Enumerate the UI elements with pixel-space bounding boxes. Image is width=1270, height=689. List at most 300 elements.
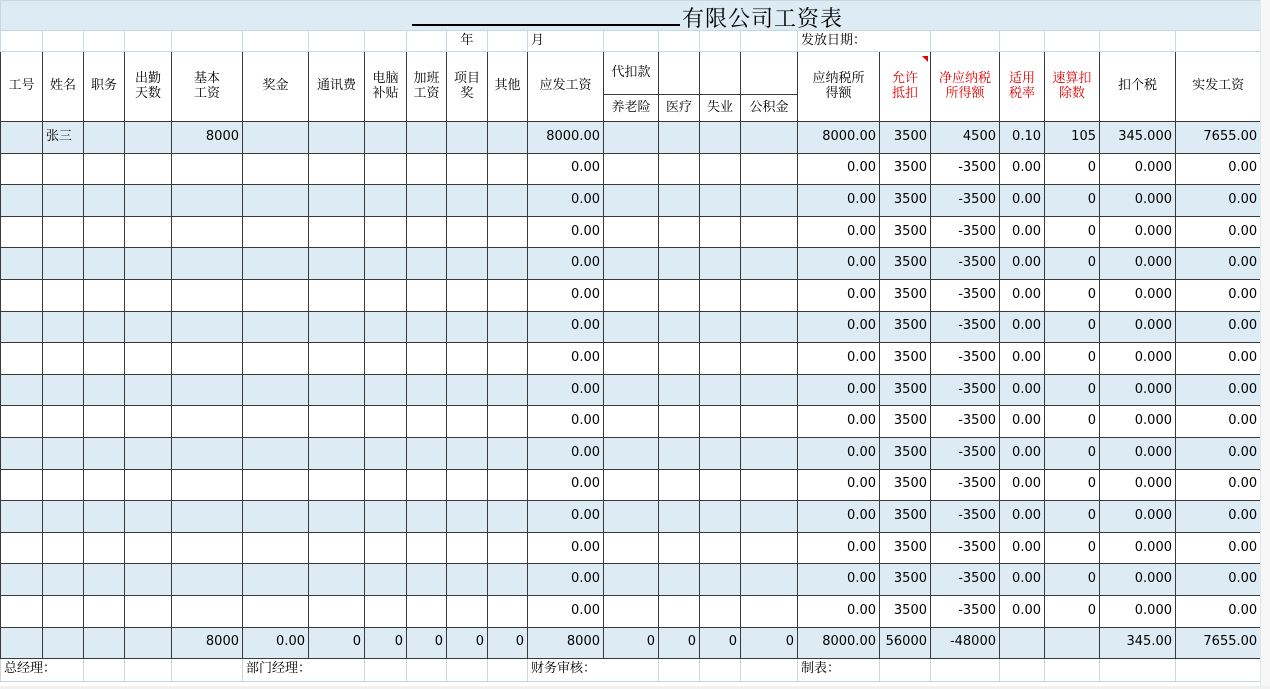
cell-withheld[interactable] xyxy=(604,469,659,501)
pay-date-label[interactable]: 发放日期： xyxy=(798,31,931,52)
cell-unemployment[interactable] xyxy=(700,279,741,311)
cell-income-tax[interactable]: 0.000 xyxy=(1100,248,1176,280)
cell-project-bonus[interactable] xyxy=(447,564,488,596)
cell-withheld[interactable] xyxy=(604,437,659,469)
cell-overtime[interactable] xyxy=(407,216,447,248)
cell-quick-deduction[interactable]: 0 xyxy=(1045,374,1100,406)
cell-net-taxable[interactable]: -3500 xyxy=(931,469,1000,501)
cell-gross-pay[interactable]: 0.00 xyxy=(528,311,604,343)
cell-quick-deduction[interactable]: 0 xyxy=(1045,185,1100,217)
cell-attendance[interactable] xyxy=(125,311,172,343)
cell-quick-deduction[interactable]: 0 xyxy=(1045,469,1100,501)
cell-bonus[interactable] xyxy=(243,406,309,438)
cell-taxable-income[interactable]: 0.00 xyxy=(798,532,880,564)
cell-attendance[interactable] xyxy=(125,185,172,217)
col-header-unemployment[interactable]: 失业 xyxy=(700,95,741,122)
cell-income-tax[interactable]: 0.000 xyxy=(1100,501,1176,533)
cell-quick-deduction[interactable]: 0 xyxy=(1045,311,1100,343)
cell-bonus[interactable] xyxy=(243,437,309,469)
cell-position[interactable] xyxy=(84,469,125,501)
cell-housing-fund[interactable] xyxy=(741,153,798,185)
cell-medical[interactable] xyxy=(659,216,700,248)
cell-base-salary[interactable] xyxy=(172,532,243,564)
cell-base-salary[interactable] xyxy=(172,564,243,596)
footer-gm-label[interactable]: 总经理： xyxy=(1,658,84,681)
cell-income-tax[interactable]: 345.000 xyxy=(1100,122,1176,154)
cell-overtime[interactable] xyxy=(407,501,447,533)
cell-position[interactable] xyxy=(84,122,125,154)
cell-withheld[interactable] xyxy=(604,311,659,343)
cell-net-taxable[interactable]: -3500 xyxy=(931,501,1000,533)
cell-quick-deduction[interactable]: 0 xyxy=(1045,595,1100,627)
cell-name[interactable] xyxy=(43,279,84,311)
cell-housing-fund[interactable] xyxy=(741,501,798,533)
cell-overtime[interactable] xyxy=(407,469,447,501)
cell-project-bonus[interactable] xyxy=(447,343,488,375)
cell-medical[interactable] xyxy=(659,248,700,280)
cell-position[interactable] xyxy=(84,374,125,406)
cell-allowed-deduction[interactable]: 3500 xyxy=(880,311,931,343)
cell-bonus[interactable] xyxy=(243,564,309,596)
cell-unemployment[interactable] xyxy=(700,501,741,533)
cell-income-tax[interactable]: 0.000 xyxy=(1100,532,1176,564)
total-overtime[interactable]: 0 xyxy=(407,627,447,658)
cell-other[interactable] xyxy=(488,564,528,596)
col-header-gross-pay[interactable]: 应发工资 xyxy=(528,52,604,122)
cell-computer-subsidy[interactable] xyxy=(365,153,407,185)
cell-emp-id[interactable] xyxy=(1,564,43,596)
cell-other[interactable] xyxy=(488,595,528,627)
cell-telecom[interactable] xyxy=(309,532,365,564)
cell-project-bonus[interactable] xyxy=(447,532,488,564)
total-allowed-deduction[interactable]: 56000 xyxy=(880,627,931,658)
cell-income-tax[interactable]: 0.000 xyxy=(1100,374,1176,406)
cell-attendance[interactable] xyxy=(125,248,172,280)
cell-position[interactable] xyxy=(84,216,125,248)
cell-telecom[interactable] xyxy=(309,564,365,596)
cell-computer-subsidy[interactable] xyxy=(365,469,407,501)
col-header-housing-fund[interactable]: 公积金 xyxy=(741,95,798,122)
cell-bonus[interactable] xyxy=(243,469,309,501)
cell-gross-pay[interactable]: 0.00 xyxy=(528,501,604,533)
col-header-bonus[interactable]: 奖金 xyxy=(243,52,309,122)
total-net-taxable[interactable]: -48000 xyxy=(931,627,1000,658)
cell-net-taxable[interactable]: -3500 xyxy=(931,153,1000,185)
cell-taxable-income[interactable]: 0.00 xyxy=(798,564,880,596)
comment-indicator[interactable] xyxy=(922,56,928,62)
col-header-net-taxable[interactable] xyxy=(931,52,1000,122)
cell-computer-subsidy[interactable] xyxy=(365,406,407,438)
cell-project-bonus[interactable] xyxy=(447,311,488,343)
cell-taxable-income[interactable]: 0.00 xyxy=(798,185,880,217)
cell-housing-fund[interactable] xyxy=(741,216,798,248)
cell-allowed-deduction[interactable]: 3500 xyxy=(880,122,931,154)
cell-name[interactable] xyxy=(43,216,84,248)
cell-withheld[interactable] xyxy=(604,216,659,248)
cell-net-pay[interactable]: 0.00 xyxy=(1176,216,1261,248)
total-bonus[interactable]: 0.00 xyxy=(243,627,309,658)
cell-taxable-income[interactable]: 0.00 xyxy=(798,311,880,343)
cell-attendance[interactable] xyxy=(125,437,172,469)
cell-overtime[interactable] xyxy=(407,437,447,469)
cell-attendance[interactable] xyxy=(125,406,172,438)
cell-income-tax[interactable]: 0.000 xyxy=(1100,311,1176,343)
cell-tax-rate[interactable]: 0.00 xyxy=(1000,532,1045,564)
cell-medical[interactable] xyxy=(659,311,700,343)
cell-telecom[interactable] xyxy=(309,437,365,469)
cell-net-pay[interactable]: 7655.00 xyxy=(1176,122,1261,154)
cell-project-bonus[interactable] xyxy=(447,501,488,533)
cell-other[interactable] xyxy=(488,532,528,564)
cell-other[interactable] xyxy=(488,122,528,154)
cell-income-tax[interactable]: 0.000 xyxy=(1100,595,1176,627)
cell-net-pay[interactable]: 0.00 xyxy=(1176,248,1261,280)
cell-bonus[interactable] xyxy=(243,532,309,564)
cell-allowed-deduction[interactable]: 3500 xyxy=(880,437,931,469)
cell-unemployment[interactable] xyxy=(700,406,741,438)
cell-bonus[interactable] xyxy=(243,185,309,217)
cell-net-taxable[interactable]: -3500 xyxy=(931,532,1000,564)
cell-gross-pay[interactable]: 0.00 xyxy=(528,564,604,596)
cell-position[interactable] xyxy=(84,532,125,564)
cell-position[interactable] xyxy=(84,185,125,217)
col-header-taxable-income[interactable] xyxy=(798,52,880,122)
cell-allowed-deduction[interactable]: 3500 xyxy=(880,469,931,501)
cell-quick-deduction[interactable]: 0 xyxy=(1045,532,1100,564)
cell-net-pay[interactable]: 0.00 xyxy=(1176,564,1261,596)
cell-net-taxable[interactable]: -3500 xyxy=(931,374,1000,406)
cell-overtime[interactable] xyxy=(407,595,447,627)
cell-computer-subsidy[interactable] xyxy=(365,343,407,375)
cell-housing-fund[interactable] xyxy=(741,185,798,217)
cell-other[interactable] xyxy=(488,406,528,438)
cell-telecom[interactable] xyxy=(309,216,365,248)
cell-unemployment[interactable] xyxy=(700,248,741,280)
cell-taxable-income[interactable]: 0.00 xyxy=(798,437,880,469)
col-header-emp-id[interactable]: 工号 xyxy=(1,52,43,122)
cell-net-pay[interactable]: 0.00 xyxy=(1176,469,1261,501)
cell-telecom[interactable] xyxy=(309,406,365,438)
cell-medical[interactable] xyxy=(659,374,700,406)
cell-taxable-income[interactable]: 0.00 xyxy=(798,595,880,627)
cell-emp-id[interactable] xyxy=(1,374,43,406)
cell-attendance[interactable] xyxy=(125,374,172,406)
cell-housing-fund[interactable] xyxy=(741,595,798,627)
cell-base-salary[interactable] xyxy=(172,595,243,627)
total-computer-subsidy[interactable]: 0 xyxy=(365,627,407,658)
cell-name[interactable] xyxy=(43,564,84,596)
cell-unemployment[interactable] xyxy=(700,532,741,564)
cell-position[interactable] xyxy=(84,406,125,438)
cell-tax-rate[interactable]: 0.00 xyxy=(1000,595,1045,627)
cell-withheld[interactable] xyxy=(604,122,659,154)
cell-net-pay[interactable]: 0.00 xyxy=(1176,406,1261,438)
cell-name[interactable] xyxy=(43,501,84,533)
cell-medical[interactable] xyxy=(659,501,700,533)
cell-position[interactable] xyxy=(84,501,125,533)
cell-attendance[interactable] xyxy=(125,532,172,564)
cell-housing-fund[interactable] xyxy=(741,469,798,501)
cell-base-salary[interactable] xyxy=(172,153,243,185)
cell-other[interactable] xyxy=(488,279,528,311)
cell-tax-rate[interactable]: 0.00 xyxy=(1000,469,1045,501)
col-header-quick-deduction[interactable] xyxy=(1045,52,1100,122)
cell-base-salary[interactable] xyxy=(172,501,243,533)
cell-attendance[interactable] xyxy=(125,564,172,596)
cell-bonus[interactable] xyxy=(243,374,309,406)
cell-base-salary[interactable] xyxy=(172,406,243,438)
total-gross-pay[interactable]: 8000 xyxy=(528,627,604,658)
col-header-allowed-deduction[interactable] xyxy=(880,52,931,122)
total-housing-fund[interactable]: 0 xyxy=(741,627,798,658)
cell-base-salary[interactable] xyxy=(172,216,243,248)
cell-other[interactable] xyxy=(488,248,528,280)
col-header-base-salary[interactable] xyxy=(172,52,243,122)
cell-tax-rate[interactable]: 0.00 xyxy=(1000,279,1045,311)
cell-gross-pay[interactable]: 0.00 xyxy=(528,153,604,185)
cell-telecom[interactable] xyxy=(309,595,365,627)
cell-overtime[interactable] xyxy=(407,311,447,343)
cell-withheld[interactable] xyxy=(604,532,659,564)
cell-housing-fund[interactable] xyxy=(741,374,798,406)
cell-project-bonus[interactable] xyxy=(447,248,488,280)
cell-withheld[interactable] xyxy=(604,343,659,375)
col-header-telecom[interactable]: 通讯费 xyxy=(309,52,365,122)
total-telecom[interactable]: 0 xyxy=(309,627,365,658)
cell-base-salary[interactable] xyxy=(172,374,243,406)
cell-bonus[interactable] xyxy=(243,216,309,248)
cell-net-pay[interactable]: 0.00 xyxy=(1176,311,1261,343)
cell-income-tax[interactable]: 0.000 xyxy=(1100,406,1176,438)
cell-computer-subsidy[interactable] xyxy=(365,185,407,217)
cell-housing-fund[interactable] xyxy=(741,311,798,343)
cell-name[interactable] xyxy=(43,406,84,438)
cell-emp-id[interactable] xyxy=(1,216,43,248)
cell-quick-deduction[interactable]: 0 xyxy=(1045,501,1100,533)
cell-bonus[interactable] xyxy=(243,153,309,185)
col-header-attendance[interactable] xyxy=(125,52,172,122)
cell-net-pay[interactable]: 0.00 xyxy=(1176,595,1261,627)
cell-tax-rate[interactable]: 0.00 xyxy=(1000,248,1045,280)
col-header-name[interactable]: 姓名 xyxy=(43,52,84,122)
cell-attendance[interactable] xyxy=(125,216,172,248)
footer-prepared-by-label[interactable]: 制表： xyxy=(798,658,880,681)
cell-other[interactable] xyxy=(488,501,528,533)
cell-unemployment[interactable] xyxy=(700,564,741,596)
total-project-bonus[interactable]: 0 xyxy=(447,627,488,658)
col-header-computer-subsidy[interactable] xyxy=(365,52,407,122)
cell-overtime[interactable] xyxy=(407,185,447,217)
cell-taxable-income[interactable]: 8000.00 xyxy=(798,122,880,154)
cell-tax-rate[interactable]: 0.00 xyxy=(1000,437,1045,469)
cell-position[interactable] xyxy=(84,279,125,311)
cell-emp-id[interactable] xyxy=(1,311,43,343)
cell-quick-deduction[interactable]: 0 xyxy=(1045,153,1100,185)
cell-position[interactable] xyxy=(84,153,125,185)
cell-tax-rate[interactable]: 0.00 xyxy=(1000,501,1045,533)
cell-housing-fund[interactable] xyxy=(741,532,798,564)
cell-tax-rate[interactable]: 0.00 xyxy=(1000,406,1045,438)
cell-net-pay[interactable]: 0.00 xyxy=(1176,153,1261,185)
cell-medical[interactable] xyxy=(659,406,700,438)
total-medical[interactable]: 0 xyxy=(659,627,700,658)
cell-project-bonus[interactable] xyxy=(447,437,488,469)
cell-withheld[interactable] xyxy=(604,374,659,406)
cell-overtime[interactable] xyxy=(407,374,447,406)
col-header-medical[interactable]: 医疗 xyxy=(659,95,700,122)
cell-name[interactable] xyxy=(43,343,84,375)
cell-housing-fund[interactable] xyxy=(741,279,798,311)
cell-bonus[interactable] xyxy=(243,595,309,627)
cell-quick-deduction[interactable]: 0 xyxy=(1045,279,1100,311)
cell-unemployment[interactable] xyxy=(700,153,741,185)
cell-taxable-income[interactable]: 0.00 xyxy=(798,216,880,248)
cell-allowed-deduction[interactable]: 3500 xyxy=(880,595,931,627)
cell-tax-rate[interactable]: 0.00 xyxy=(1000,216,1045,248)
cell-gross-pay[interactable]: 0.00 xyxy=(528,595,604,627)
total-net-pay[interactable]: 7655.00 xyxy=(1176,627,1261,658)
cell-position[interactable] xyxy=(84,248,125,280)
col-header-income-tax[interactable]: 扣个税 xyxy=(1100,52,1176,122)
cell-net-taxable[interactable]: -3500 xyxy=(931,437,1000,469)
cell-project-bonus[interactable] xyxy=(447,469,488,501)
cell-telecom[interactable] xyxy=(309,501,365,533)
cell-other[interactable] xyxy=(488,153,528,185)
cell-tax-rate[interactable]: 0.10 xyxy=(1000,122,1045,154)
cell-project-bonus[interactable] xyxy=(447,153,488,185)
cell-name[interactable] xyxy=(43,437,84,469)
cell-name[interactable] xyxy=(43,248,84,280)
cell-allowed-deduction[interactable]: 3500 xyxy=(880,153,931,185)
cell-allowed-deduction[interactable]: 3500 xyxy=(880,343,931,375)
cell-emp-id[interactable] xyxy=(1,532,43,564)
cell-telecom[interactable] xyxy=(309,279,365,311)
cell-telecom[interactable] xyxy=(309,311,365,343)
cell-computer-subsidy[interactable] xyxy=(365,532,407,564)
cell-overtime[interactable] xyxy=(407,564,447,596)
cell-computer-subsidy[interactable] xyxy=(365,501,407,533)
cell-quick-deduction[interactable]: 0 xyxy=(1045,564,1100,596)
cell-unemployment[interactable] xyxy=(700,185,741,217)
cell-position[interactable] xyxy=(84,564,125,596)
cell-computer-subsidy[interactable] xyxy=(365,311,407,343)
cell-income-tax[interactable]: 0.000 xyxy=(1100,185,1176,217)
cell-tax-rate[interactable]: 0.00 xyxy=(1000,153,1045,185)
cell-net-taxable[interactable]: -3500 xyxy=(931,185,1000,217)
cell-medical[interactable] xyxy=(659,595,700,627)
cell-computer-subsidy[interactable] xyxy=(365,122,407,154)
cell-computer-subsidy[interactable] xyxy=(365,279,407,311)
cell-unemployment[interactable] xyxy=(700,374,741,406)
cell-attendance[interactable] xyxy=(125,343,172,375)
cell-bonus[interactable] xyxy=(243,501,309,533)
cell-name[interactable] xyxy=(43,374,84,406)
cell-overtime[interactable] xyxy=(407,532,447,564)
cell-unemployment[interactable] xyxy=(700,216,741,248)
cell-medical[interactable] xyxy=(659,564,700,596)
cell-bonus[interactable] xyxy=(243,248,309,280)
cell-net-taxable[interactable]: -3500 xyxy=(931,311,1000,343)
cell-name[interactable]: 张三 xyxy=(43,122,84,154)
cell-emp-id[interactable] xyxy=(1,406,43,438)
cell-gross-pay[interactable]: 0.00 xyxy=(528,469,604,501)
cell-overtime[interactable] xyxy=(407,122,447,154)
cell-telecom[interactable] xyxy=(309,343,365,375)
cell-base-salary[interactable] xyxy=(172,279,243,311)
cell-medical[interactable] xyxy=(659,437,700,469)
cell-quick-deduction[interactable]: 0 xyxy=(1045,437,1100,469)
cell-quick-deduction[interactable]: 105 xyxy=(1045,122,1100,154)
cell-bonus[interactable] xyxy=(243,311,309,343)
cell-housing-fund[interactable] xyxy=(741,343,798,375)
cell-net-taxable[interactable]: -3500 xyxy=(931,595,1000,627)
cell-name[interactable] xyxy=(43,185,84,217)
total-unemployment[interactable]: 0 xyxy=(700,627,741,658)
cell-gross-pay[interactable]: 0.00 xyxy=(528,216,604,248)
col-header-project-bonus[interactable] xyxy=(447,52,488,122)
cell-taxable-income[interactable]: 0.00 xyxy=(798,501,880,533)
cell-emp-id[interactable] xyxy=(1,595,43,627)
col-header-pension[interactable]: 养老险 xyxy=(604,95,659,122)
cell-other[interactable] xyxy=(488,185,528,217)
cell-net-pay[interactable]: 0.00 xyxy=(1176,343,1261,375)
cell-position[interactable] xyxy=(84,343,125,375)
cell-medical[interactable] xyxy=(659,279,700,311)
cell-overtime[interactable] xyxy=(407,343,447,375)
cell-net-taxable[interactable]: -3500 xyxy=(931,279,1000,311)
cell-tax-rate[interactable]: 0.00 xyxy=(1000,564,1045,596)
cell-net-pay[interactable]: 0.00 xyxy=(1176,501,1261,533)
cell-telecom[interactable] xyxy=(309,185,365,217)
cell-net-taxable[interactable]: -3500 xyxy=(931,216,1000,248)
year-label[interactable]: 年 xyxy=(447,31,488,52)
cell-gross-pay[interactable]: 0.00 xyxy=(528,279,604,311)
cell-emp-id[interactable] xyxy=(1,437,43,469)
cell-allowed-deduction[interactable]: 3500 xyxy=(880,532,931,564)
col-header-withheld[interactable]: 代扣款 xyxy=(604,52,659,95)
cell-tax-rate[interactable]: 0.00 xyxy=(1000,311,1045,343)
cell-other[interactable] xyxy=(488,437,528,469)
cell-net-pay[interactable]: 0.00 xyxy=(1176,532,1261,564)
cell-attendance[interactable] xyxy=(125,469,172,501)
col-header-overtime[interactable] xyxy=(407,52,447,122)
cell-taxable-income[interactable]: 0.00 xyxy=(798,153,880,185)
cell-emp-id[interactable] xyxy=(1,469,43,501)
cell-attendance[interactable] xyxy=(125,153,172,185)
cell-position[interactable] xyxy=(84,595,125,627)
cell-base-salary[interactable] xyxy=(172,248,243,280)
cell-telecom[interactable] xyxy=(309,469,365,501)
cell-medical[interactable] xyxy=(659,343,700,375)
cell-income-tax[interactable]: 0.000 xyxy=(1100,564,1176,596)
cell-housing-fund[interactable] xyxy=(741,406,798,438)
cell-allowed-deduction[interactable]: 3500 xyxy=(880,185,931,217)
cell-gross-pay[interactable]: 0.00 xyxy=(528,437,604,469)
cell-allowed-deduction[interactable]: 3500 xyxy=(880,216,931,248)
cell-telecom[interactable] xyxy=(309,248,365,280)
cell-project-bonus[interactable] xyxy=(447,595,488,627)
cell-housing-fund[interactable] xyxy=(741,564,798,596)
cell-tax-rate[interactable]: 0.00 xyxy=(1000,343,1045,375)
cell-emp-id[interactable] xyxy=(1,279,43,311)
cell-name[interactable] xyxy=(43,469,84,501)
total-income-tax[interactable]: 345.00 xyxy=(1100,627,1176,658)
cell-net-taxable[interactable]: -3500 xyxy=(931,343,1000,375)
cell-gross-pay[interactable]: 0.00 xyxy=(528,185,604,217)
cell-net-pay[interactable]: 0.00 xyxy=(1176,279,1261,311)
cell-allowed-deduction[interactable]: 3500 xyxy=(880,501,931,533)
cell-name[interactable] xyxy=(43,311,84,343)
